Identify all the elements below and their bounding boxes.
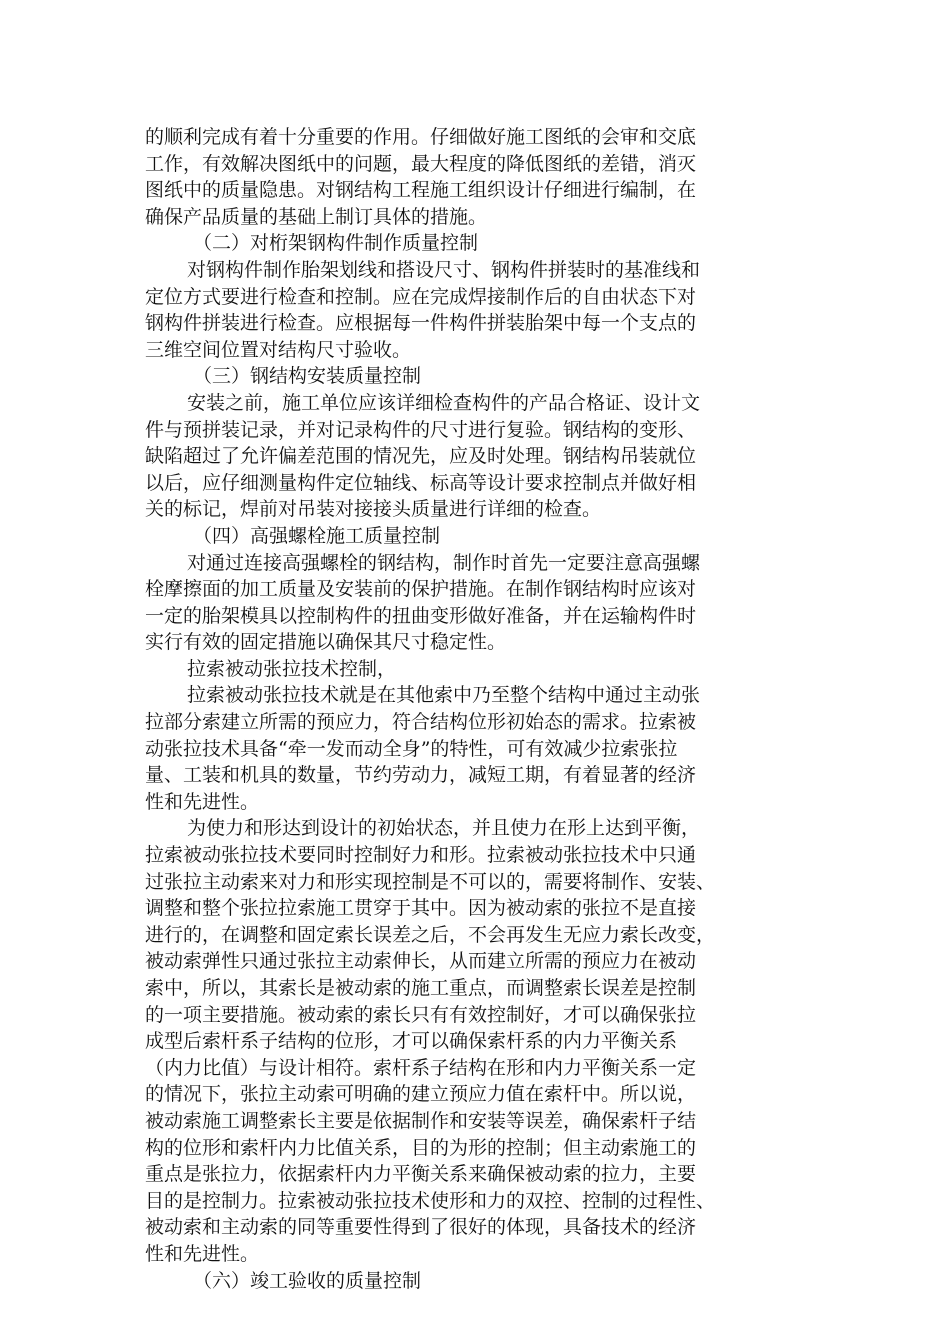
paragraph-line: 拉索被动张拉技术控制， <box>187 657 397 680</box>
paragraph-line: 三维空间位置对结构尺寸验收。 <box>145 338 412 361</box>
paragraph-line: 成型后索杆系子结构的位形，才可以确保索杆系的内力平衡关系 <box>145 1030 678 1053</box>
paragraph-line: 重点是张拉力，依据索杆内力平衡关系来确保被动索的拉力，主要 <box>145 1163 697 1186</box>
paragraph-line: 被动索和主动索的同等重要性得到了很好的体现，具备技术的经济 <box>145 1216 697 1239</box>
paragraph-line: 性和先进性。 <box>145 1242 260 1265</box>
paragraph-line: 为使力和形达到设计的初始状态，并且使力在形上达到平衡， <box>187 817 701 840</box>
paragraph-line: 动张拉技术具备“牵一发而动全身”的特性，可有效减少拉索张拉 <box>145 737 678 760</box>
paragraph-line: 工作，有效解决图纸中的问题，最大程度的降低图纸的差错，消灭 <box>145 152 697 175</box>
paragraph-line: 拉索被动张拉技术就是在其他索中乃至整个结构中通过主动张 <box>187 684 701 707</box>
paragraph-line: 拉部分索建立所需的预应力，符合结构位形初始态的需求。拉索被 <box>145 711 697 734</box>
section-heading: （二）对桁架钢构件制作质量控制 <box>193 232 479 255</box>
section-heading: （三）钢结构安装质量控制 <box>193 365 422 388</box>
paragraph-line: 图纸中的质量隐患。对钢结构工程施工组织设计仔细进行编制，在 <box>145 179 697 202</box>
document-page <box>145 124 810 1294</box>
paragraph-line: 的一项主要措施。被动索的索长只有有效控制好，才可以确保张拉 <box>145 1003 697 1026</box>
paragraph-line: 被动索施工调整索长主要是依据制作和安装等误差，确保索杆子结 <box>145 1109 697 1132</box>
paragraph-line: （内力比值）与设计相符。索杆系子结构在形和内力平衡关系一定 <box>145 1056 697 1079</box>
paragraph-line: 钢构件拼装进行检查。应根据每一件构件拼装胎架中每一个支点的 <box>145 312 697 335</box>
paragraph-line: 的情况下，张拉主动索可明确的建立预应力值在索杆中。所以说， <box>145 1083 697 1106</box>
paragraph-line: 关的标记，焊前对吊装对接接头质量进行详细的检查。 <box>145 498 602 521</box>
paragraph-line: 定位方式要进行检查和控制。应在完成焊接制作后的自由状态下对 <box>145 285 697 308</box>
paragraph-line: 的顺利完成有着十分重要的作用。仔细做好施工图纸的会审和交底 <box>145 126 697 148</box>
paragraph-line: 调整和整个张拉拉索施工贯穿于其中。因为被动索的张拉不是直接 <box>145 897 697 920</box>
paragraph-line: 对钢构件制作胎架划线和搭设尺寸、钢构件拼装时的基准线和 <box>187 258 701 281</box>
section-heading: （六）竣工验收的质量控制 <box>193 1269 422 1292</box>
paragraph-line: 以后，应仔细测量构件定位轴线、标高等设计要求控制点并做好相 <box>145 471 697 494</box>
paragraph-line: 拉索被动张拉技术要同时控制好力和形。拉索被动张拉技术中只通 <box>145 844 697 867</box>
paragraph-line: 确保产品质量的基础上制订具体的措施。 <box>145 205 488 228</box>
section-heading: （四）高强螺栓施工质量控制 <box>193 524 441 547</box>
paragraph-line: 目的是控制力。拉索被动张拉技术使形和力的双控、控制的过程性、 <box>145 1189 716 1212</box>
paragraph-line: 被动索弹性只通过张拉主动索伸长，从而建立所需的预应力在被动 <box>145 950 697 973</box>
paragraph-line: 安装之前，施工单位应该详细检查构件的产品合格证、设计文 <box>187 391 701 414</box>
paragraph-line: 构的位形和索杆内力比值关系，目的为形的控制；但主动索施工的 <box>145 1136 697 1159</box>
paragraph-line: 缺陷超过了允许偏差范围的情况先，应及时处理。钢结构吊装就位 <box>145 445 697 468</box>
paragraph-line: 对通过连接高强螺栓的钢结构，制作时首先一定要注意高强螺 <box>187 551 701 574</box>
paragraph-line: 件与预拼装记录，并对记录构件的尺寸进行复验。钢结构的变形、 <box>145 418 697 441</box>
paragraph-line: 一定的胎架模具以控制构件的扭曲变形做好准备，并在运输构件时 <box>145 604 697 627</box>
paragraph-line: 实行有效的固定措施以确保其尺寸稳定性。 <box>145 631 507 654</box>
paragraph-line: 过张拉主动索来对力和形实现控制是不可以的，需要将制作、安装、 <box>145 870 716 893</box>
paragraph-line: 栓摩擦面的加工质量及安装前的保护措施。在制作钢结构时应该对 <box>145 578 697 601</box>
paragraph-line: 进行的，在调整和固定索长误差之后，不会再发生无应力索长改变， <box>145 923 716 946</box>
paragraph-line: 索中，所以，其索长是被动索的施工重点，而调整索长误差是控制 <box>145 977 697 999</box>
paragraph-line: 量、工装和机具的数量，节约劳动力，减短工期，有着显著的经济 <box>145 764 697 787</box>
paragraph-line: 性和先进性。 <box>145 790 260 813</box>
